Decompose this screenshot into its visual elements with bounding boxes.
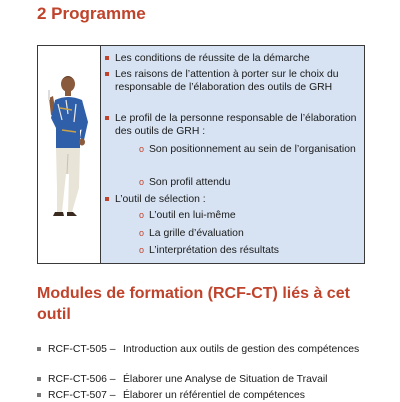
square-bullet-icon (37, 347, 41, 351)
circle-bullet-icon: o (139, 210, 145, 220)
circle-bullet-icon: o (139, 144, 145, 154)
module-description: Élaborer une Analyse de Situation de Travail (123, 374, 328, 385)
module-description: Introduction aux outils de gestion des compétences (123, 344, 360, 355)
sub-list-item: o Son profil attendu (139, 177, 231, 188)
circle-bullet-icon: o (139, 228, 145, 238)
module-code: RCF-CT-507 – (48, 390, 116, 401)
square-bullet-icon (37, 377, 41, 381)
square-bullet-icon (37, 393, 41, 397)
square-bullet-icon (105, 197, 109, 201)
section-title-modules: Modules de formation (RCF-CT) liés à cet outil (37, 285, 350, 323)
circle-bullet-icon: o (139, 245, 145, 255)
programme-list (101, 46, 364, 263)
section-title-programme: 2 Programme (37, 4, 146, 23)
square-bullet-icon (105, 116, 109, 120)
programme-table (37, 45, 365, 264)
sub-list-item: o L’outil en lui-même (139, 210, 236, 221)
sub-list-item: o La grille d’évaluation (139, 228, 244, 239)
presenter-illustration (42, 70, 96, 220)
list-item: L’outil de sélection : (115, 193, 358, 206)
module-code: RCF-CT-506 – (48, 374, 116, 385)
illustration-cell (38, 46, 101, 263)
module-description: Élaborer un référentiel de compétences (123, 390, 305, 401)
list-item: Le profil de la personne responsable de l’élaboration des outils de GRH : (115, 112, 358, 138)
list-item: Les raisons de l’attention à porter sur le choix du responsable de l’élaboration des outils de GRH (115, 68, 358, 94)
square-bullet-icon (105, 72, 109, 76)
sub-list-item: o L’interprétation des résultats (139, 245, 279, 256)
sub-list-item: o Son positionnement au sein de l’organisation (139, 144, 356, 155)
square-bullet-icon (105, 56, 109, 60)
circle-bullet-icon: o (139, 177, 145, 187)
list-item: Les conditions de réussite de la démarche (115, 52, 358, 65)
module-code: RCF-CT-505 – (48, 344, 116, 355)
